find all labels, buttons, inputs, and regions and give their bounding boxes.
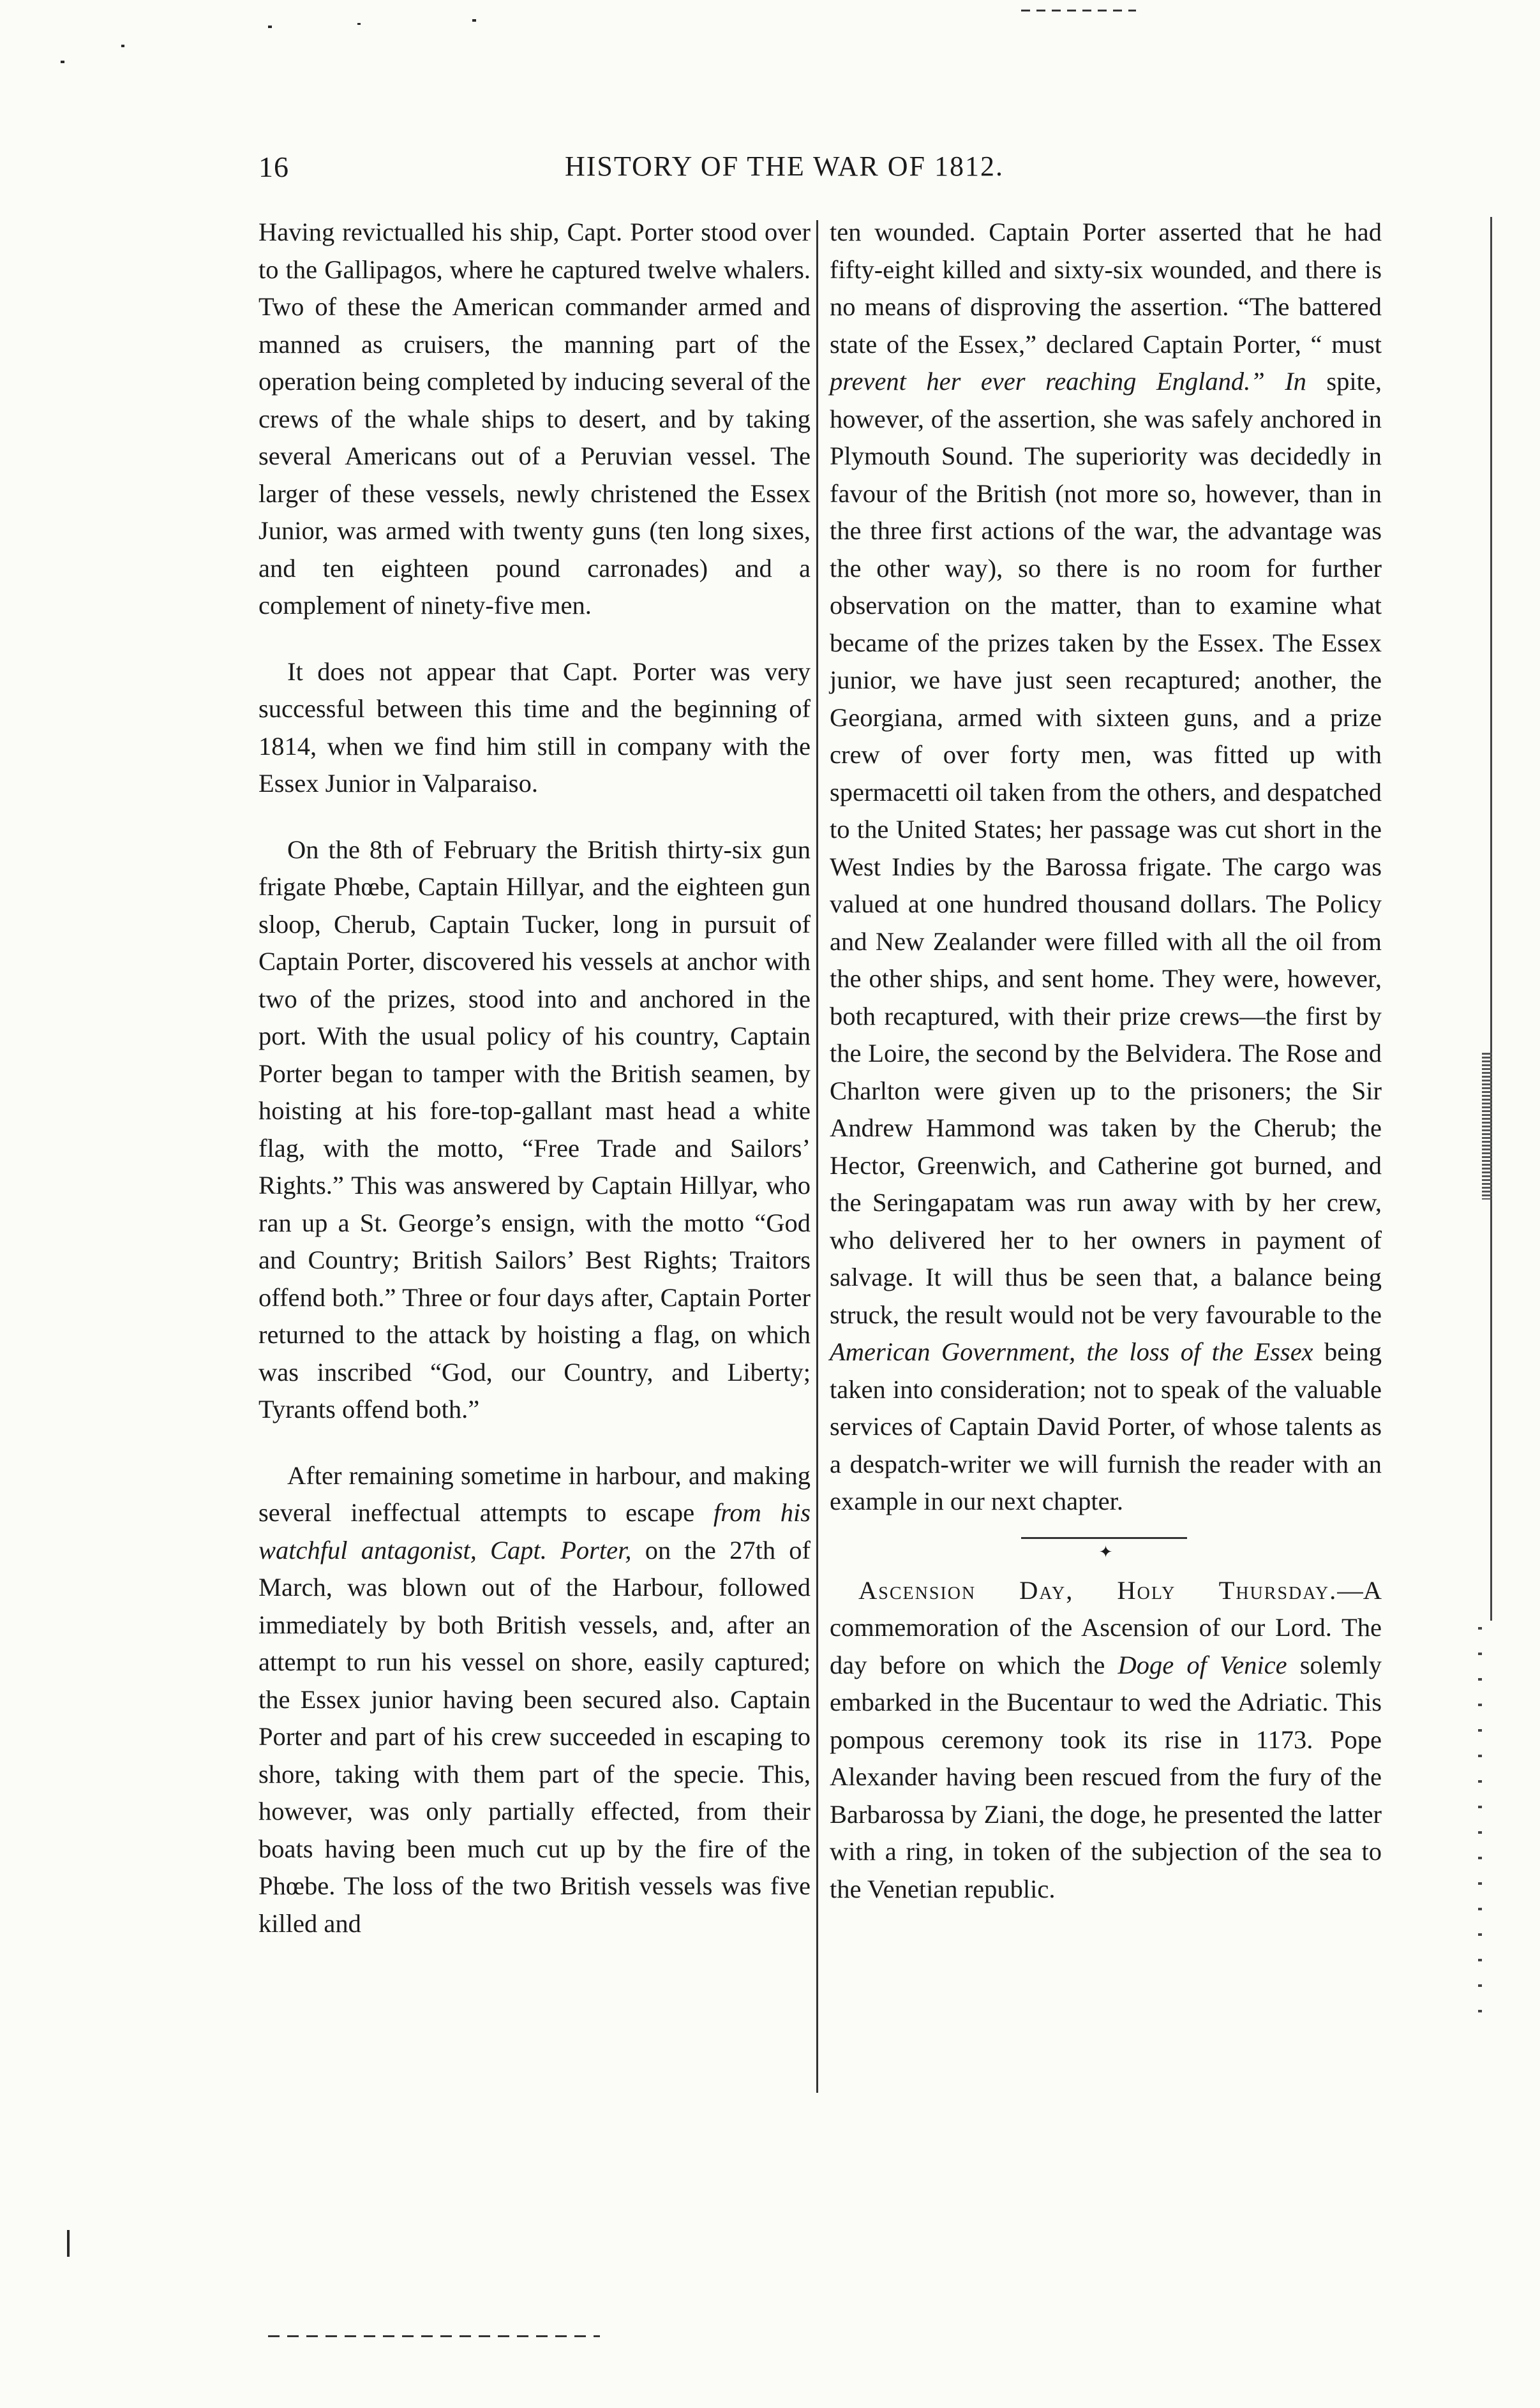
right-column (830, 214, 1382, 1908)
italic-run: Doge of Venice (1118, 1650, 1287, 1679)
text-run: —A commemoration of the Ascension of our Lord. The day before on which the (830, 1575, 1382, 1679)
page-number: 16 (258, 151, 289, 183)
scan-speck (1021, 10, 1136, 11)
text-run: being taken into consideration; not to speak of the valuable services of Captain David Porter, of whose talents as a despatch-writer we will furnish the reader with an example in our next chapter. (830, 1337, 1382, 1515)
scan-speck (61, 61, 64, 63)
scan-speck (121, 45, 124, 47)
left-column (258, 214, 811, 1942)
column-divider (816, 220, 818, 2093)
scan-speck (268, 2335, 600, 2337)
paragraph (830, 214, 1382, 1520)
section-heading: Ascension Day, Holy Thursday. (858, 1575, 1338, 1605)
paragraph: It does not appear that Capt. Porter was very successful between this time and the beginning of 1814, when we find him still in company with the Essex Junior in Valparaiso. (258, 657, 811, 798)
section-separator (830, 1531, 1382, 1561)
italic-run: American Government, the loss of the Essex (830, 1337, 1313, 1366)
page-header (258, 150, 1359, 195)
text-run: solemly embarked in the Bucentaur to wed the Adriatic. This pompous ceremony took its rise in 1173. Pope Alexander having been rescued from the fury of the Barbarossa by Ziani, the doge, he presented the latter with a ring, in token of the subjection of the sea to the Venetian republic. (830, 1650, 1382, 1903)
page-edge-shadow (1482, 1053, 1492, 1200)
scan-speck (357, 23, 361, 25)
text-run: spite, however, of the assertion, she was safely anchored in Plymouth Sound. The superiority was decidedly in favour of the British (not more so, however, than in the three first actions of the war, the advantage was the other way), so there is no room for further observation on the matter, than to examine what became of the prizes taken by the Essex. The Essex junior, we have just seen recaptured; another, the Georgiana, armed with sixteen guns, and a prize crew of over forty men, was fitted up with spermacetti oil taken from the others, and despatched to the United States; her passage was cut short in the West Indies by the Barossa frigate. The cargo was valued at one hundred thousand dollars. The Policy and New Zealander were filled with all the oil from the other ships, and sent home. They were, however, both recaptured, with their prize crews—the first by the Loire, the second by the Belvidera. The Rose and Charlton were given up to the prisoners; the Sir Andrew Hammond was taken by the Cherub; the Hector, Greenwich, and Catherine got burned, and the Seringapatam was run away with by her crew, who delivered her to her owners in payment of salvage. It will thus be seen that, a balance being struck, the result would not be very favourable to the (830, 367, 1382, 1329)
italic-run: from his watchful antagonist, Capt. Porter, (258, 1498, 811, 1564)
page-edge-line (1490, 217, 1496, 1621)
text-run: on the 27th of March, was blown out of the Harbour, followed immediately by both British vessels, and, after an attempt to run his vessel on shore, easily captured; the Essex junior having been secured also. Captain Porter and part of his crew succeeded in escaping to shore, taking with them part of the specie. This, however, was only partially effected, from their boats having been much cut up by the fire of the Phœbe. The loss of the two British vessels was five killed and (258, 1535, 811, 1938)
scan-speck (472, 19, 476, 22)
scan-speck (268, 26, 272, 28)
paragraph (258, 1457, 811, 1943)
separator-rule (1021, 1537, 1187, 1539)
paragraph: Having revictualled his ship, Capt. Porter stood over to the Gallipagos, where he captured twelve whalers. Two of these the American commander armed and manned as cruisers, the manning part of the operation being completed by inducing several of the crews of the whale ships to desert, and by taking several Americans out of a Peruvian vessel. The larger of these vessels, newly christened the Essex Junior, was armed with twenty guns (ten long sixes, and ten eighteen pound carronades) and a complement of ninety-five men. (258, 218, 811, 620)
scan-speck (67, 2230, 70, 2257)
ornament-icon: ✦ (1095, 1546, 1117, 1559)
text-run: ten wounded. Captain Porter asserted that he had fifty-eight killed and sixty-six wounded, and there is no means of disproving the assertion. “The battered state of the Essex,” declared Captain Porter, “ must (830, 218, 1382, 359)
page-edge-dots (1478, 1627, 1482, 2023)
paragraph: On the 8th of February the British thirty-six gun frigate Phœbe, Captain Hillyar, and the eighteen gun sloop, Cherub, Captain Tucker, long in pursuit of Captain Porter, discovered his vessels at anchor with two of the prizes, stood into and anchored in the port. With the usual policy of his country, Captain Porter began to tamper with the British seamen, by hoisting at his fore-top-gallant mast head a white flag, with the motto, “Free Trade and Sailors’ Rights.” This was answered by Captain Hillyar, who ran up a St. George’s ensign, with the motto “God and Country; British Sailors’ Best Rights; Traitors offend both.” Three or four days after, Captain Porter returned to the attack by hoisting a flag, on which was inscribed “God, our Country, and Liberty; Tyrants offend both.” (258, 835, 811, 1423)
italic-run: prevent her ever reaching England.” In (830, 367, 1306, 396)
text-run: After remaining sometime in harbour, and making several ineffectual attempts to escape (258, 1460, 811, 1527)
running-title: HISTORY OF THE WAR OF 1812. (565, 151, 1005, 182)
paragraph (830, 1572, 1382, 1908)
